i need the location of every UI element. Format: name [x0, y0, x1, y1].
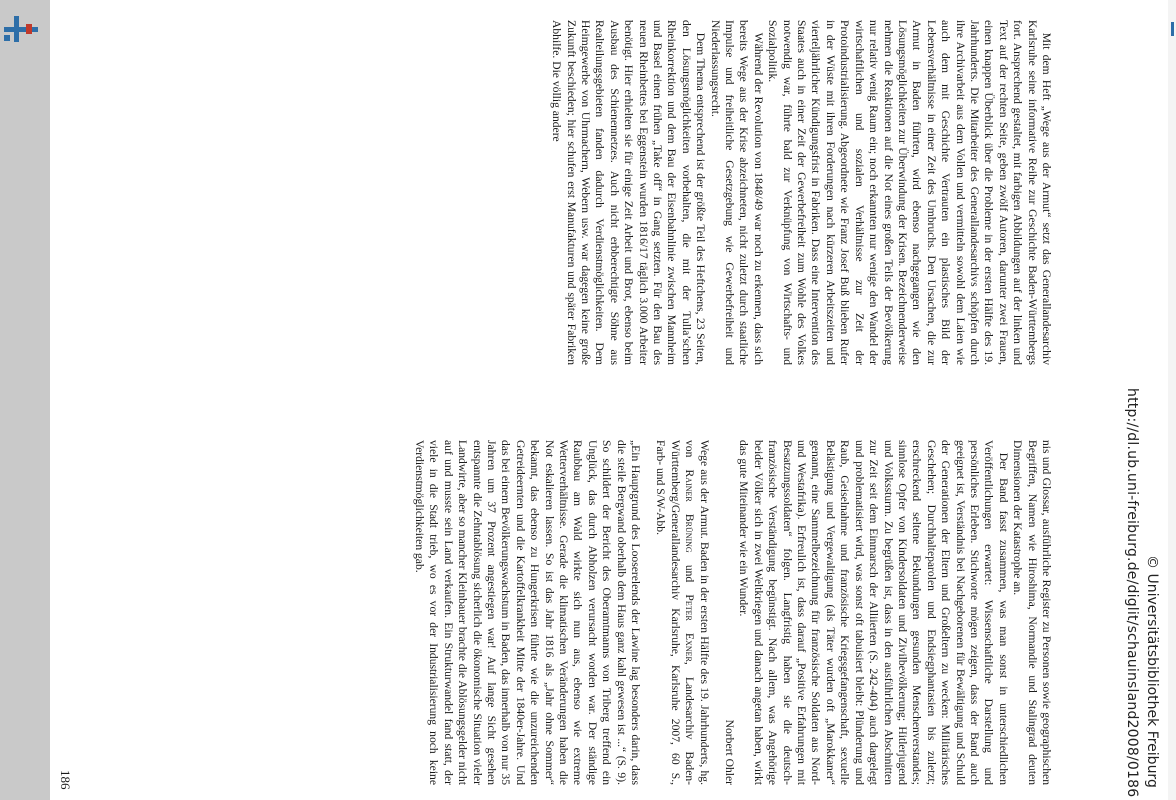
reference-details: , Landesarchiv Baden-Württemberg/Generallandesarchiv Karlsruhe, Karlsruhe 2007, 60 S., Farb- und S/W-Abb. [654, 440, 697, 785]
editor-name: Peter Exner [683, 594, 697, 662]
page-number: 186 [58, 770, 73, 790]
page-column-right [63, 20, 1053, 365]
paragraph: „Ein Hauptgrund des Looserelends der Lawine lag besonders darin, dass die steile Bergwand oberhalb dem Haus ganz kahl gewesen ist ...“ (S. 9). So schildert der Bericht des Oberamtmanns von Triberg treffend ein Unglück, das durch Abholzen verursacht worden war. Der ständige Raubbau am Wald wirkte sich nun aus, ebenso wie extreme Wetterverhältnisse. Gerade die klimatischen Veränderungen haben die Not eskalieren lassen. So ist das Jahr 1816 als „Jahr ohne Sommer“ bekannt, das ebenso zu Hungerkrisen führte wie die unzureichenden Getreideernten und die Kartoffelkrankheit Mitte der 1840er-Jahre. Und das bei einem Bevölkerungswachstum in Baden, das innerhalb von nur 35 Jahren um 37 Prozent angestiegen war! Auf lange Sicht gesehen entspannte die Zehntablösung sicherlich die ökonomische Situation vieler Landwirte, aber so mancher Kleinbauer brachte die Ablösungsgelder nicht auf und musste sein Land verkaufen. Ein Strukturwandel fand statt, der viele in die Stadt trieb, wo es vor der Industrialisierung noch keine Verdienstmöglichkeiten gab. [412, 440, 643, 785]
paragraph: Der Band fasst zusammen, was man sonst in unterschiedlichen Veröffentlichungen erwartet: Wissenschaftliche Darstellung und persönliches Erleben. Stichworte mögen zeigen, dass der Band auch geeignet ist, Verständnis bei Nachgeborenen für Bewältigung und Schuld der Generationen der Eltern und Großeltern zu wecken: Militärisches Geschehen; Durchhalteparolen und Endsiegphantasien bis zuletzt; erschreckend seltene Bekundungen gesunden Menschenverstandes; sinnlose Opfer von Kindersoldaten und Zivilbevölkerung; Hitlerjugend und Volkssturm. Zu begrüßen ist, dass in den ausführlichen Abschnitten zur Zeit seit dem Einmarsch der Alliierten (S. 242-404) auch dargelegt und problematisiert wird, was sonst oft tabuisiert bleibt: Plünderung und Raub, Geiselnahme und französische Kriegsgefangenschaft, sexuelle Belästigung und Vergewaltigung (als Täter wurden oft „Marokkaner“ genannt, eine Sammelbezeichnung für französische Soldaten aus Nord- und Westafrika). Erfreulich ist, dass darauf „Positive Erfahrungen mit Besatzungssoldaten“ folgen. Langfristig haben sie die deutsch-französische Verständigung begünstigt. Nach allem, was Angehörige beider Völker sich in zwei Weltkriegen und danach angetan haben, wirkt das gute Miteinander wie ein Wunder. [737, 440, 1010, 785]
page-column-left [63, 440, 1053, 785]
paragraph: Mit dem Heft „Wege aus der Armut“ setzt das Generallandesarchiv Karlsruhe seine informative Reihe zur Geschichte Baden-Württembergs fort. Ansprechend gestaltet, mit farbigen Abbildungen auf der linken und Text auf der rechten Seite, geben zwölf Autoren, darunter zwei Frauen, einen knappen Überblick über die Probleme in der ersten Hälfte des 19. Jahrhunderts. Die Mitarbeiter des Generallandesarchivs schöpfen durch ihre Archivarbeit aus dem Vollen und vermitteln sowohl dem Laien wie auch dem mit Geschichte Vertrauten ein plastisches Bild der Lebensverhältnisse in einer Zeit des Umbruchs. Den Ursachen, die zur Armut in Baden führten, wird ebenso nachgegangen wie den Lösungsmöglichkeiten zur Überwindung der Krisen. Bezeichnenderweise nehmen die Reaktionen auf die Not eines großen Teils der Bevölkerung nur relativ wenig Raum ein; noch erkannten nur wenige den Wandel der wirtschaftlichen und sozialen Verhältnisse zur Zeit der Protoindustrialisierung. Abgeordnete wie Franz Josef Buß blieben Rufer in der Wüste mit ihren Forderungen nach kürzeren Arbeitszeiten und vierteljährlicher Kündigungsfrist in Fabriken. Dass eine Intervention des Staates auch in einer Zeit der Gewerbefreiheit zum Wohle des Volkes notwendig war, führte bald zur Verknüpfung von Wirtschafts- und Sozialpolitik. [766, 20, 1053, 365]
paragraph: Dem Thema entsprechend ist der größte Teil des Heftchens, 23 Seiten, den Lösungsmöglichkeiten vorbehalten, die mit der Tulla’schen Rheinkorrektion und dem Bau der Eisenbahnlinie zwischen Mannheim und Basel einen frühen „Take off“ in Gang setzten. Für den Bau des neuen Rheinbettes bei Eggenstein wurden 1816/17 täglich 3.000 Arbeiter benötigt. Hier erhielten sie für einige Zeit Arbeit und Brot, ebenso beim Ausbau des Schienennetzes. Auch nicht erbberechtigte Söhne aus Realteilungsgebieten fanden dadurch Verdienstmöglichkeiten. Dem Heimgewerbe von Uhrmachern, Webern usw. war dagegen keine große Zukunft beschieden; hier schufen erst Manufakturen und später Fabriken Abhilfe. Die völlig andere [550, 20, 708, 365]
document-url[interactable]: http://dl.ub.uni-freiburg.de/diglit/schauinsland2008/0186 [1124, 388, 1140, 798]
paragraph: Während der Revolution von 1848/49 war noch zu erkennen, dass sich bereits Wege aus der Krise abzeichneten, nicht zuletzt durch staatliche Impulse und freiheitliche Gesetzgebung wie Gewerbefreiheit und Niederlassungsrecht. [708, 20, 765, 365]
edge-marker-icon [1171, 22, 1174, 36]
paragraph: nis und Glossar, ausführliche Register zu Personen sowie geographischen Begriffen, Namen wie Hiroshima, Normandie und Stalingrad deuten Dimensionen der Katastrophe an. [1011, 440, 1053, 785]
scanned-page [43, 0, 1073, 800]
copyright-notice: © Universitätsbibliothek Freiburg [1144, 555, 1160, 788]
book-reference [653, 440, 711, 785]
editor-name: Rainer Brüning [683, 469, 697, 553]
reference-title: Wege aus der Armut. Baden in der ersten Hälfte des 19. Jahrhunderts, hg. von [683, 440, 711, 785]
reference-connector: und [683, 552, 697, 595]
review-signature: Norbert Ohler [723, 719, 737, 785]
right-edge-strip [1168, 0, 1176, 800]
